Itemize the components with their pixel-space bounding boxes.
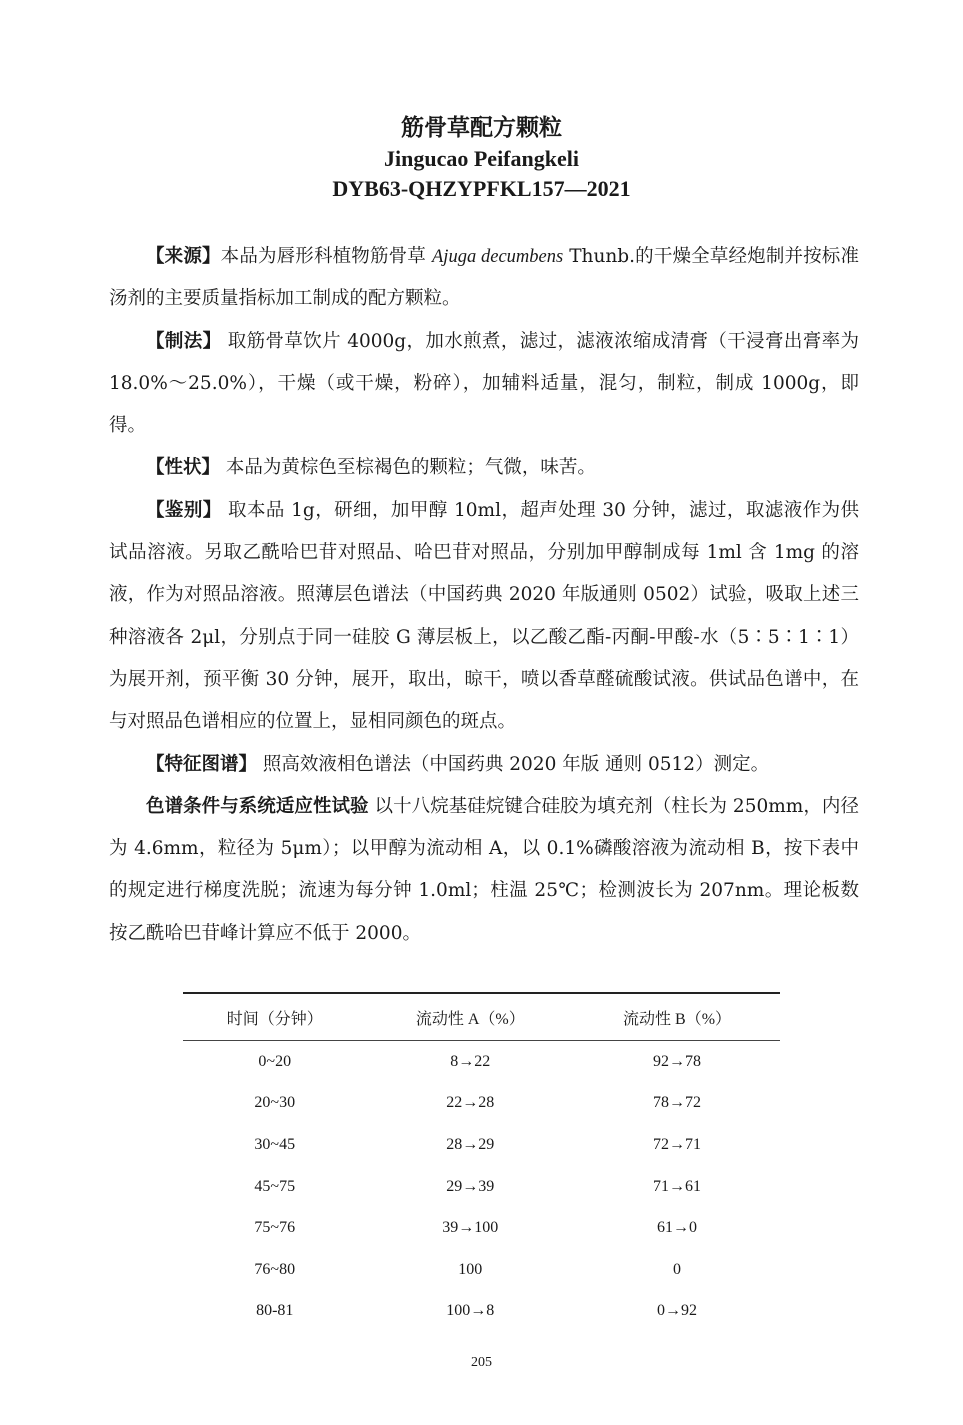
section-heading: 【制法】: [146, 330, 222, 352]
section-heading: 【性状】: [146, 457, 221, 479]
cell-phase-b: 92→78: [653, 1052, 702, 1070]
cell-time: 80-81: [256, 1302, 294, 1320]
body-text: [109, 236, 859, 955]
title-block: [0, 112, 963, 204]
section-text: 以十八烷基硅烷键合硅胶为填充剂（柱长为 250mm，内径为 4.6mm，粒径为 5μm）；以甲醇为流动相 A，以 0.1%磷酸溶液为流动相 B，按下表中的规定进行梯度洗脱；流速为每分钟 1.0ml；柱温 25℃；检测波长为 207nm。理论板数按乙酰哈巴苷峰计算应不低于 2000。: [109, 795, 859, 944]
cell-phase-a: 100→8: [446, 1302, 495, 1320]
section-heading: 【来源】: [146, 246, 221, 267]
header-phase-a: 流动性 A（%）: [366, 993, 574, 1041]
section-heading: 色谱条件与系统适应性试验: [146, 795, 369, 817]
page-number: 205: [471, 1355, 492, 1370]
cell-phase-a: 29→39: [446, 1177, 495, 1195]
table-row: [183, 1041, 780, 1083]
cell-time: 0~20: [258, 1052, 292, 1070]
section-heading: 【特征图谱】: [146, 753, 258, 775]
cell-time: 76~80: [254, 1260, 296, 1278]
table-row: [183, 1249, 780, 1291]
section-text: 本品为唇形科植物筋骨草: [220, 246, 432, 267]
cell-phase-a: 22→28: [446, 1094, 495, 1112]
table-row: [183, 1207, 780, 1249]
section-text: 本品为黄棕色至棕褐色的颗粒；气微，味苦。: [220, 457, 596, 479]
cell-time: 30~45: [254, 1135, 296, 1153]
cell-phase-a: 100: [458, 1260, 483, 1278]
section-character: [109, 447, 859, 489]
cell-phase-b: 71→61: [653, 1177, 702, 1195]
table-row: [183, 1166, 780, 1208]
table-row: [183, 1124, 780, 1166]
section-fingerprint: [109, 744, 859, 786]
cell-phase-a: 39→100: [442, 1219, 499, 1237]
cell-phase-b: 0→92: [657, 1302, 698, 1320]
cell-phase-a: 8→22: [450, 1052, 491, 1070]
cell-time: 45~75: [254, 1177, 296, 1195]
gradient-table: [183, 992, 780, 1332]
section-heading: 【鉴别】: [146, 499, 222, 521]
cell-phase-b: 61→0: [657, 1219, 698, 1237]
cell-phase-b: 0: [673, 1260, 682, 1278]
cell-phase-b: 72→71: [653, 1135, 702, 1153]
section-method: [109, 321, 859, 448]
table-row: [183, 1291, 780, 1333]
latin-name: Ajuga decumbens: [432, 247, 564, 267]
section-chromatography: [109, 786, 859, 955]
standard-code: DYB63-QHZYPFKL157—2021: [332, 176, 631, 201]
section-source: [109, 236, 859, 321]
section-text: 照高效液相色谱法（中国药典 2020 年版 通则 0512）测定。: [257, 753, 770, 775]
cell-time: 75~76: [254, 1219, 296, 1237]
table-row: [183, 1083, 780, 1125]
cell-time: 20~30: [254, 1094, 296, 1112]
cell-phase-b: 78→72: [653, 1094, 702, 1112]
header-phase-b: 流动性 B（%）: [574, 993, 780, 1041]
cell-phase-a: 28→29: [446, 1135, 495, 1153]
title-chinese: 筋骨草配方颗粒: [401, 115, 562, 141]
section-text: Thunb.的干燥全草经炮制并按标准汤剂的主要质量指标加工制成的配方颗粒。: [109, 246, 859, 310]
table-header-row: [183, 993, 780, 1041]
section-text: 取本品 1g，研细，加甲醇 10ml，超声处理 30 分钟，滤过，取滤液作为供试品溶液。另取乙酰哈巴苷对照品、哈巴苷对照品，分别加甲醇制成每 1ml 含 1mg 的溶液，作为对照品溶液。照薄层色谱法（中国药典 2020 年版通则 0502）试验，吸取上述三种溶液各 2μl，分别点于同一硅胶 G 薄层板上，以乙酸乙酯-丙酮-甲酸-水（5∶5∶1∶1）为展开剂，预平衡 30 分钟，展开，取出，晾干，喷以香草醛硫酸试液。供试品色谱中，在与对照品色谱相应的位置上，显相同颜色的斑点。: [109, 499, 859, 733]
section-text: 取筋骨草饮片 4000g，加水煎煮，滤过，滤液浓缩成清膏（干浸膏出膏率为 18.0%～25.0%），干燥（或干燥，粉碎），加辅料适量，混匀，制粒，制成 1000g，即得。: [109, 330, 859, 437]
section-identification: [109, 490, 859, 744]
header-time: 时间（分钟）: [183, 993, 366, 1041]
title-pinyin: Jingucao Peifangkeli: [384, 146, 579, 171]
